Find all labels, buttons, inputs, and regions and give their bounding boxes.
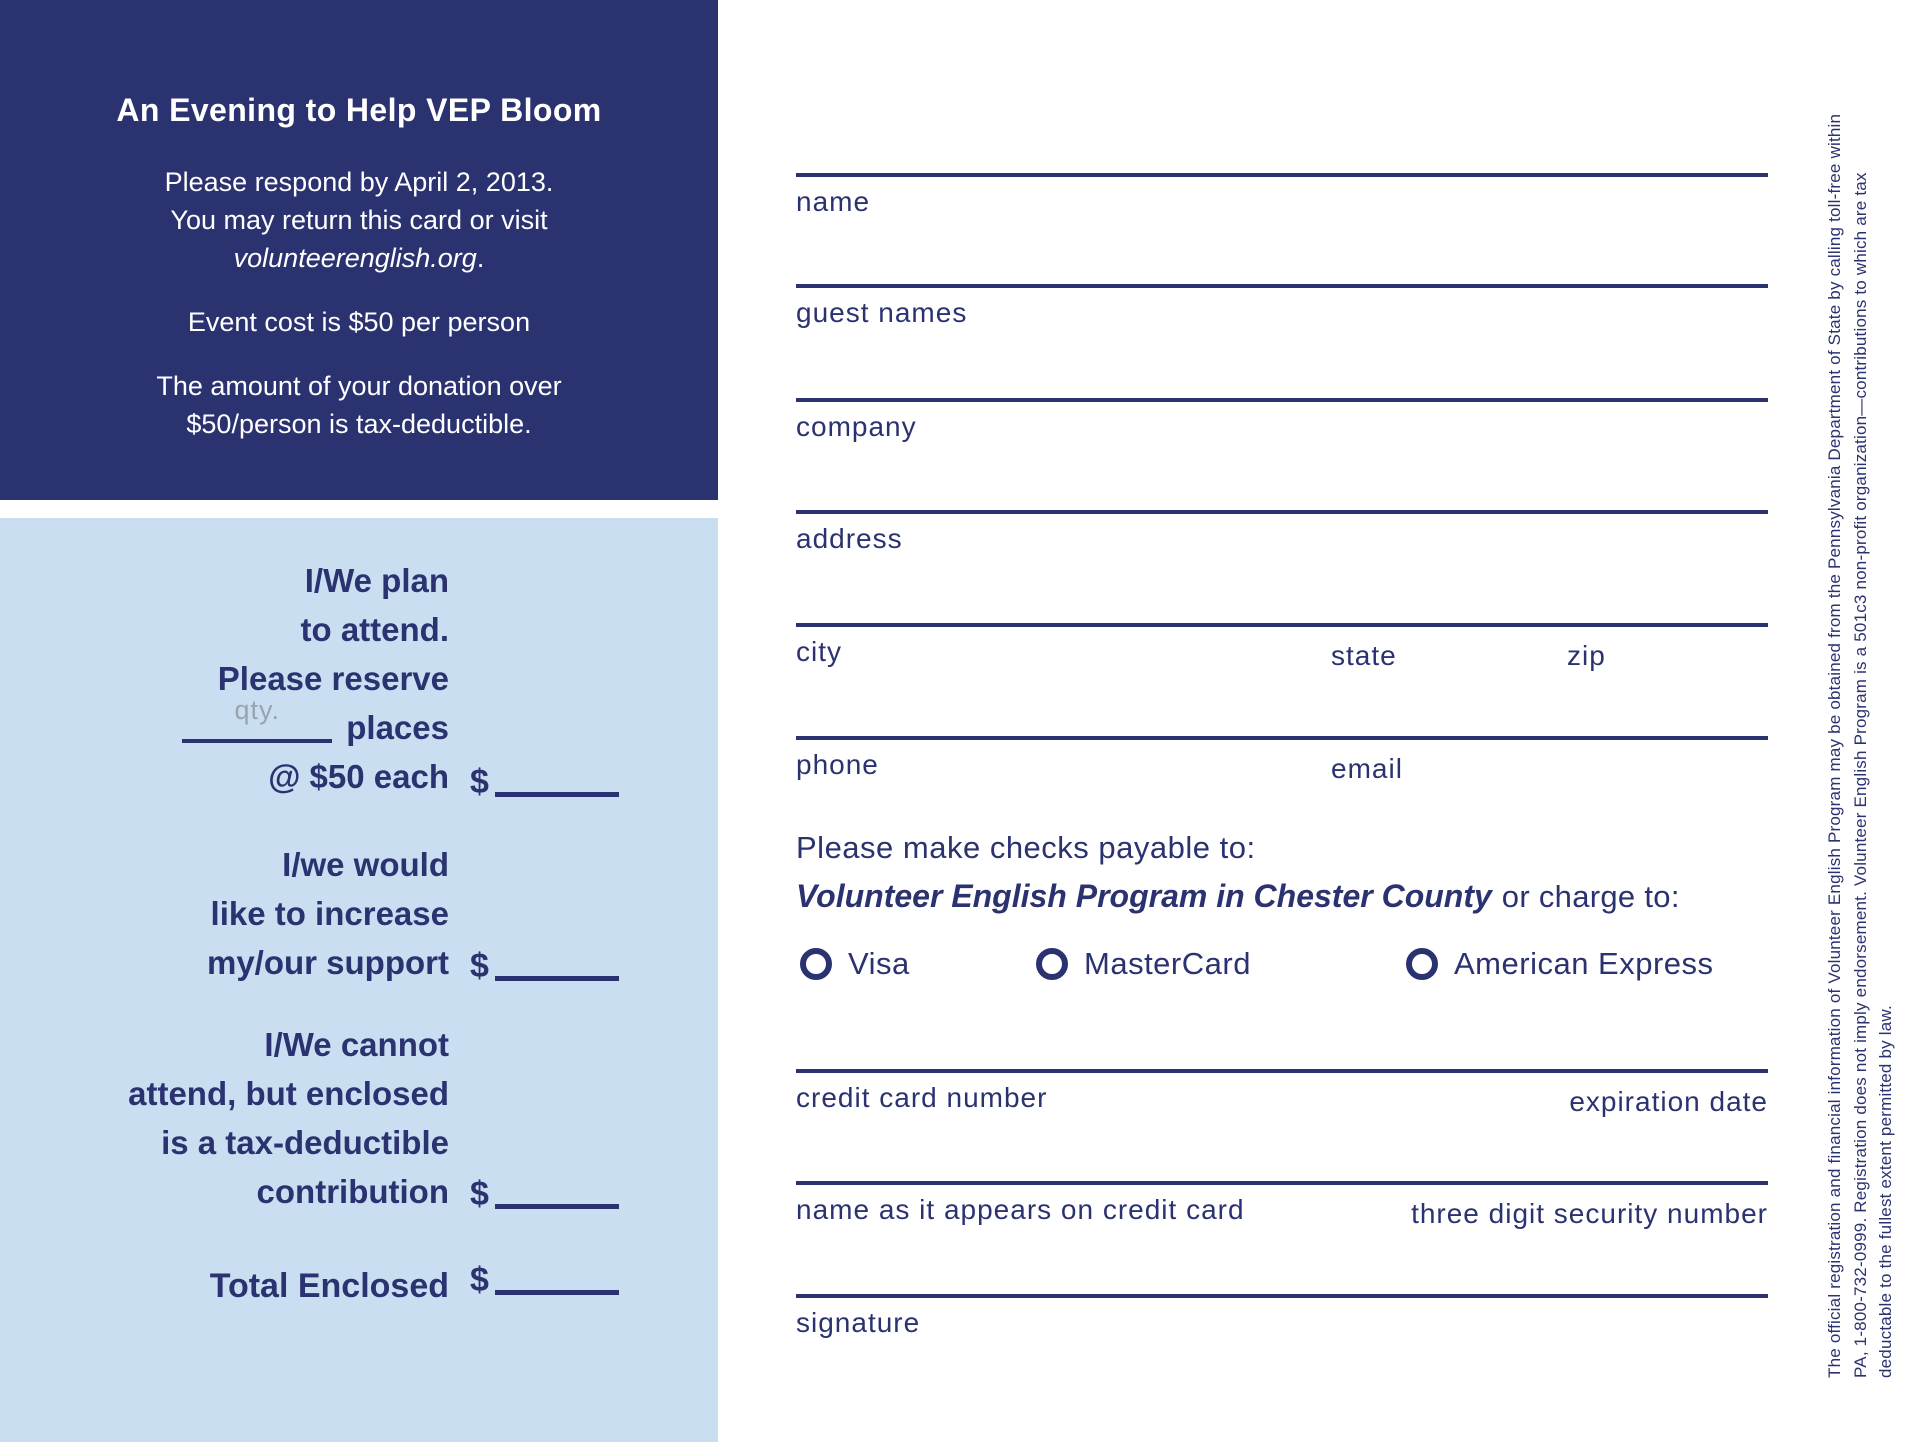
address-label: address <box>796 523 903 554</box>
donation-line2: $50/person is tax-deductible. <box>186 409 532 439</box>
rate-label: @ $50 each <box>268 758 449 795</box>
payment-instructions <box>796 830 1796 915</box>
attend-option <box>0 556 449 801</box>
attend-line2: to attend. <box>300 611 449 648</box>
event-cost: Event cost is $50 per person <box>187 307 531 337</box>
reservation-panel <box>0 518 718 1442</box>
contribution-amount-field[interactable] <box>470 1168 619 1214</box>
total-amount-line[interactable] <box>495 1290 619 1295</box>
donation-line1: The amount of your donation over <box>156 371 562 401</box>
phone-email-field[interactable] <box>796 736 1768 784</box>
city-state-zip-field[interactable] <box>796 623 1768 671</box>
cannot-line2: attend, but enclosed <box>128 1075 449 1112</box>
visa-label: Visa <box>848 946 910 981</box>
phone-label: phone <box>796 749 879 780</box>
charge-suffix: or charge to: <box>1501 879 1680 914</box>
total-enclosed-label: Total Enclosed <box>209 1267 449 1305</box>
increase-line3: my/our support <box>206 944 449 981</box>
name-label: name <box>796 186 871 217</box>
qty-row <box>0 695 449 752</box>
qty-placeholder: qty. <box>234 695 280 725</box>
mastercard-radio[interactable] <box>1036 946 1251 982</box>
company-label: company <box>796 411 917 442</box>
mastercard-radio-circle[interactable] <box>1036 948 1068 980</box>
mastercard-label: MasterCard <box>1084 946 1251 981</box>
payee-name: Volunteer English Program in Chester County <box>796 878 1492 914</box>
signature-label: signature <box>796 1307 921 1338</box>
amex-label: American Express <box>1454 946 1714 981</box>
guest-names-label: guest names <box>796 297 968 328</box>
event-info-content <box>0 0 718 443</box>
expiration-date-label: expiration date <box>1569 1086 1768 1117</box>
increase-line2: like to increase <box>210 895 449 932</box>
amex-radio-circle[interactable] <box>1406 948 1438 980</box>
security-number-label: three digit security number <box>1411 1198 1768 1229</box>
visa-radio-circle[interactable] <box>800 948 832 980</box>
credit-card-number-label: credit card number <box>796 1082 1048 1113</box>
contribution-amount-line[interactable] <box>495 1204 619 1209</box>
respond-line1: Please respond by April 2, 2013. <box>164 167 554 197</box>
respond-line2: You may return this card or visit <box>170 205 548 235</box>
visa-radio[interactable] <box>800 946 910 982</box>
amex-radio[interactable] <box>1406 946 1714 982</box>
increase-option <box>0 840 449 987</box>
name-field[interactable] <box>796 173 1768 218</box>
cannot-line3: is a tax-deductible <box>161 1124 449 1161</box>
email-label: email <box>1331 753 1403 784</box>
payee-line <box>796 878 1796 915</box>
attend-line1: I/We plan <box>304 562 449 599</box>
checks-intro: Please make checks payable to: <box>796 830 1256 865</box>
signature-field[interactable] <box>796 1294 1768 1339</box>
attend-line3: Please reserve <box>217 660 449 697</box>
donation-note <box>52 367 666 443</box>
increase-amount-line[interactable] <box>495 976 619 981</box>
company-field[interactable] <box>796 398 1768 443</box>
legal-fine-print: The official registration and financial information of Volunteer English Program may be obtained from the Pennsylvania Department of State by calling toll-free within PA, 1-800-732-0999. Registration does not imply endorsement. Volunteer English Program is a 501c3 non-profit organization—contributions to which are tax deductable to the fullest extent permitted by law. <box>1825 113 1895 1378</box>
event-title: An Evening to Help VEP Bloom <box>116 92 602 128</box>
dollar-sign: $ <box>470 1261 489 1299</box>
respond-note <box>52 163 666 277</box>
attend-amount-line[interactable] <box>495 792 619 797</box>
cannot-line1: I/We cannot <box>264 1026 449 1063</box>
increase-line1: I/we would <box>282 846 449 883</box>
cannot-attend-option <box>0 1020 449 1216</box>
name-on-card-field[interactable] <box>796 1181 1768 1229</box>
places-label: places <box>346 709 449 746</box>
attend-amount-field[interactable] <box>470 756 619 802</box>
credit-card-number-field[interactable] <box>796 1069 1768 1117</box>
address-field[interactable] <box>796 510 1768 555</box>
guest-names-field[interactable] <box>796 284 1768 329</box>
dollar-sign: $ <box>470 1175 489 1213</box>
cannot-line4: contribution <box>256 1173 449 1210</box>
increase-amount-field[interactable] <box>470 940 619 986</box>
state-label: state <box>1331 640 1397 671</box>
zip-label: zip <box>1567 640 1606 671</box>
dollar-sign: $ <box>470 763 489 801</box>
dollar-sign: $ <box>470 947 489 985</box>
website-link[interactable]: volunteerenglish.org <box>233 243 477 273</box>
total-amount-field[interactable] <box>470 1254 619 1300</box>
event-info-panel <box>0 0 718 500</box>
name-on-card-label: name as it appears on credit card <box>796 1194 1245 1225</box>
website-period: . <box>476 243 485 273</box>
city-label: city <box>796 636 842 667</box>
qty-input-line[interactable] <box>182 695 332 743</box>
